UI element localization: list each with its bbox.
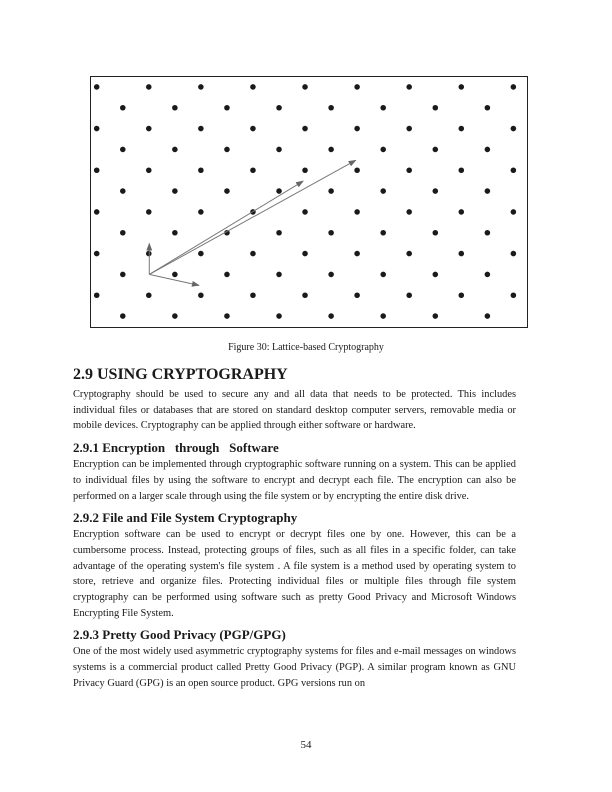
- lattice-point: [328, 313, 334, 319]
- lattice-point: [328, 147, 334, 153]
- lattice-point: [511, 84, 517, 90]
- lattice-point: [459, 292, 465, 298]
- lattice-point: [433, 272, 439, 278]
- lattice-point: [511, 251, 517, 257]
- lattice-point: [485, 105, 491, 111]
- lattice-point: [485, 147, 491, 153]
- lattice-point: [172, 313, 178, 319]
- lattice-point: [380, 188, 386, 194]
- page-number: 54: [300, 739, 312, 751]
- lattice-point: [406, 126, 412, 132]
- lattice-point: [94, 209, 100, 215]
- subsection-paragraph: Encryption can be implemented through cryptographic software running on a system. This can be applied to individual files by using the software to encrypt and decrypt each file. The encryption can also be performed on a larger scale through using the file system or by encrypting the entire disk drive.: [73, 459, 516, 502]
- lattice-point: [433, 188, 439, 194]
- lattice-point: [276, 313, 282, 319]
- lattice-point: [302, 292, 308, 298]
- lattice-point: [120, 313, 126, 319]
- lattice-point: [224, 272, 230, 278]
- lattice-point: [276, 105, 282, 111]
- lattice-point: [146, 209, 152, 215]
- lattice-point: [146, 167, 152, 173]
- lattice-point: [380, 313, 386, 319]
- subsection-heading: 2.9.3 Pretty Good Privacy (PGP/GPG): [73, 627, 286, 643]
- lattice-point: [302, 84, 308, 90]
- lattice-point: [120, 272, 126, 278]
- document-body: [73, 365, 516, 692]
- lattice-point: [172, 105, 178, 111]
- lattice-point: [146, 292, 152, 298]
- lattice-point: [459, 167, 465, 173]
- lattice-point: [172, 188, 178, 194]
- lattice-point: [250, 84, 256, 90]
- lattice-point: [485, 313, 491, 319]
- lattice-point: [94, 126, 100, 132]
- lattice-point: [354, 209, 360, 215]
- lattice-point: [406, 84, 412, 90]
- subsection-paragraph: One of the most widely used asymmetric cryptography systems for files and e-mail messages on windows systems is a commercial product called Pretty Good Privacy (PGP). A similar program known as GNU Privacy Guard (GPG) is an open source product. GPG versions run on: [73, 646, 516, 689]
- lattice-point: [276, 188, 282, 194]
- lattice-point: [276, 272, 282, 278]
- lattice-point: [120, 188, 126, 194]
- section-heading: 2.9 USING CRYPTOGRAPHY: [73, 366, 288, 383]
- lattice-point: [198, 126, 204, 132]
- lattice-point: [511, 209, 517, 215]
- lattice-point: [459, 126, 465, 132]
- lattice-point: [459, 209, 465, 215]
- lattice-point: [406, 292, 412, 298]
- lattice-point: [328, 230, 334, 236]
- lattice-point: [302, 209, 308, 215]
- lattice-point: [94, 84, 100, 90]
- lattice-point: [485, 272, 491, 278]
- lattice-point: [224, 313, 230, 319]
- lattice-point: [380, 272, 386, 278]
- subsection-heading: 2.9.2 File and File System Cryptography: [73, 510, 298, 526]
- lattice-point: [406, 167, 412, 173]
- lattice-point: [224, 147, 230, 153]
- lattice-point: [459, 84, 465, 90]
- lattice-point: [433, 147, 439, 153]
- lattice-point: [380, 105, 386, 111]
- lattice-vector-long-a: [149, 181, 303, 274]
- lattice-point: [198, 292, 204, 298]
- lattice-point: [302, 167, 308, 173]
- lattice-point: [250, 167, 256, 173]
- figure-caption: Figure 30: Lattice-based Cryptography: [228, 342, 384, 353]
- lattice-point: [433, 230, 439, 236]
- lattice-point: [250, 251, 256, 257]
- subsection-paragraph: Encryption software can be used to encrypt or decrypt files one by one. However, this can be a cumbersome process. Instead, protecting groups of files, such as all files in a specific folder, can take advantage of the operating system's file system . A file system is a method used by operating system to store, retrieve and organize files. Protecting individual files or multiple files through file system cryptography can be performed using software such as pretty Good Privacy and Microsoft Windows Encrypting File System.: [73, 529, 516, 619]
- lattice-point: [146, 126, 152, 132]
- lattice-point: [198, 167, 204, 173]
- lattice-point: [459, 251, 465, 257]
- lattice-point: [172, 230, 178, 236]
- lattice-point: [485, 188, 491, 194]
- lattice-point: [146, 84, 152, 90]
- lattice-point: [198, 251, 204, 257]
- lattice-figure: [90, 76, 528, 328]
- lattice-diagram: [91, 77, 527, 327]
- lattice-point: [511, 167, 517, 173]
- lattice-point: [276, 147, 282, 153]
- lattice-point: [94, 251, 100, 257]
- lattice-point: [406, 209, 412, 215]
- lattice-point: [250, 126, 256, 132]
- lattice-point: [354, 292, 360, 298]
- lattice-point: [328, 105, 334, 111]
- lattice-point: [276, 230, 282, 236]
- lattice-point: [224, 105, 230, 111]
- lattice-point: [380, 230, 386, 236]
- lattice-point: [198, 209, 204, 215]
- lattice-point: [120, 147, 126, 153]
- lattice-point: [328, 188, 334, 194]
- lattice-point: [433, 105, 439, 111]
- lattice-vector-long-b: [149, 160, 355, 274]
- lattice-point: [511, 126, 517, 132]
- lattice-point: [120, 230, 126, 236]
- lattice-point: [302, 126, 308, 132]
- lattice-point: [354, 126, 360, 132]
- lattice-point: [224, 188, 230, 194]
- lattice-point: [172, 272, 178, 278]
- lattice-point: [302, 251, 308, 257]
- lattice-point: [120, 105, 126, 111]
- lattice-point: [511, 292, 517, 298]
- lattice-point: [380, 147, 386, 153]
- lattice-point: [328, 272, 334, 278]
- lattice-point: [354, 167, 360, 173]
- lattice-point: [354, 84, 360, 90]
- lattice-point: [406, 251, 412, 257]
- section-paragraph: Cryptography should be used to secure any and all data that needs to be protected. This includes individual files or databases that are stored on standard desktop computer servers, removable media or mobile devices. Cryptography can be applied through either software or hardware.: [73, 389, 516, 432]
- lattice-point: [433, 313, 439, 319]
- lattice-point: [94, 167, 100, 173]
- lattice-point: [485, 230, 491, 236]
- subsection-heading: 2.9.1 Encryption through Software: [73, 440, 279, 456]
- lattice-point: [94, 292, 100, 298]
- lattice-point: [172, 147, 178, 153]
- lattice-point: [354, 251, 360, 257]
- lattice-point: [250, 292, 256, 298]
- lattice-point: [146, 251, 152, 257]
- lattice-point: [198, 84, 204, 90]
